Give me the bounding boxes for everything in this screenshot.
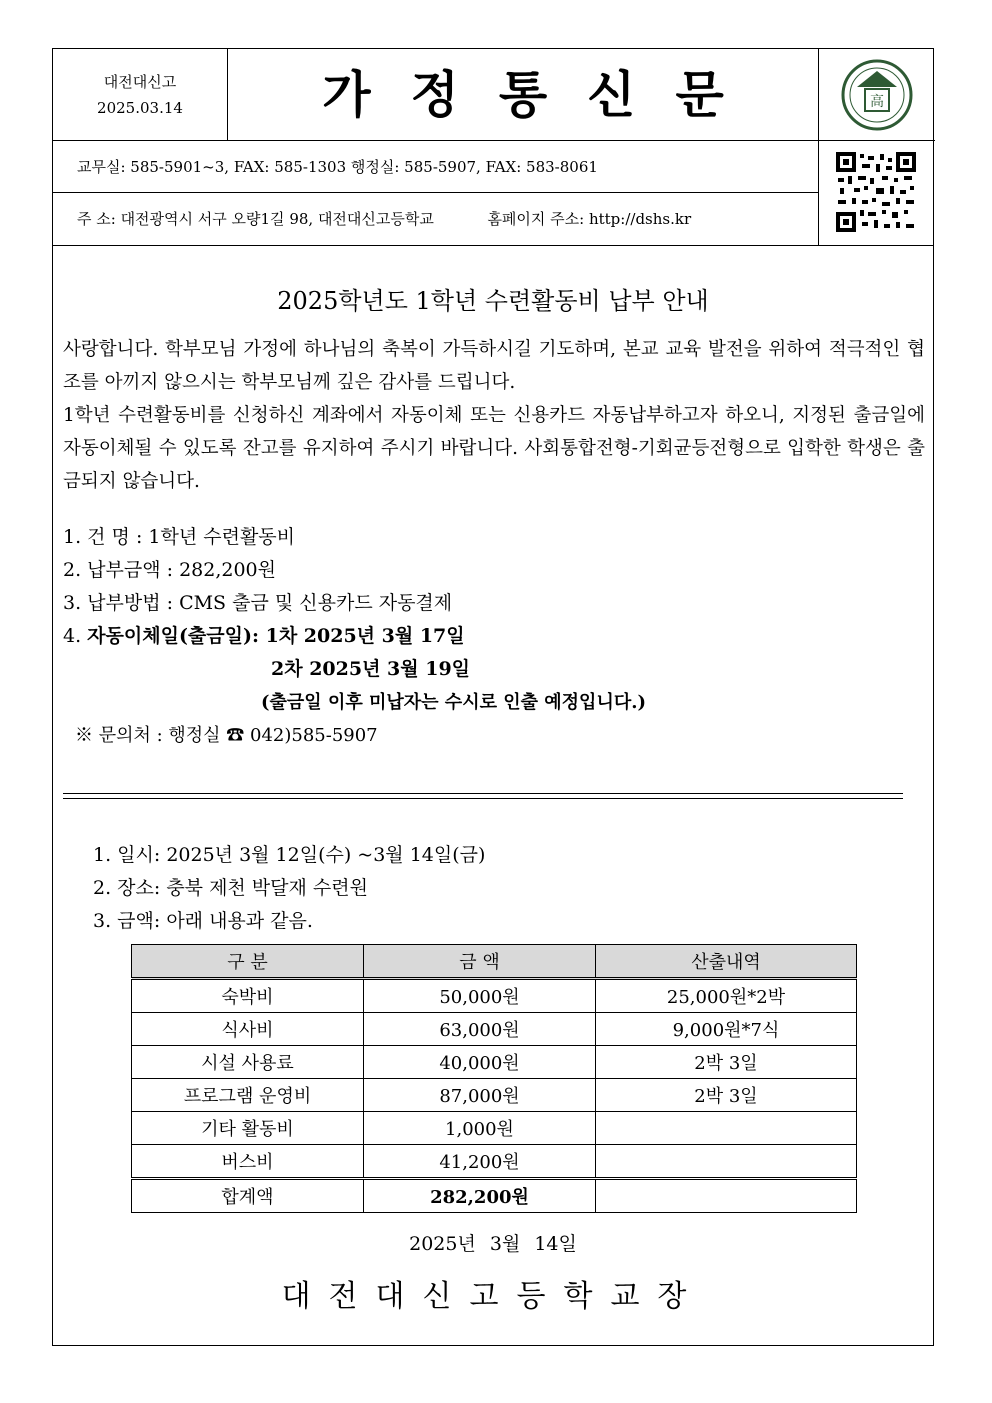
table-header-amount: 금 액: [364, 945, 596, 979]
trip-info-list: [93, 839, 485, 938]
homepage-link[interactable]: 홈페이지 주소: http://dshs.kr: [487, 210, 692, 228]
table-row: 시설 사용료 40,000원 2박 3일: [132, 1046, 857, 1079]
payment-item-name: 1. 건 명 : 1학년 수련활동비: [63, 526, 296, 548]
school-emblem-icon: [818, 49, 935, 141]
payment-item-date: 4. 자동이체일(출금일): 1차 2025년 3월 17일: [63, 625, 465, 647]
header: [53, 49, 933, 246]
table-header-calculation: 산출내역: [596, 945, 857, 979]
table-header-category: 구 분: [132, 945, 364, 979]
newsletter-frame: [52, 48, 934, 1346]
principal-signature: 대전대신고등학교장: [281, 1279, 705, 1314]
notice-paragraph-greeting: 사랑합니다. 학부모님 가정에 하나님의 축복이 가득하시길 기도하며, 본교 교육 발전을 위하여 적극적인 협조를 아끼지 않으시는 학부모님께 깊은 감사를 드립니다.: [63, 339, 925, 393]
contact-info: 교무실: 585-5901~3, FAX: 585-1303 행정실: 585-5907, FAX: 583-8061: [53, 141, 818, 193]
payment-item-date-second: 2차 2025년 3월 19일: [271, 658, 471, 680]
table-header-row: [132, 945, 857, 979]
payment-item-amount: 2. 납부금액 : 282,200원: [63, 559, 276, 581]
cost-table: [131, 944, 857, 1213]
address: 주 소: 대전광역시 서구 오량1길 98, 대전대신고등학교: [77, 210, 434, 228]
payment-info-list: [63, 521, 646, 752]
payment-item-method: 3. 납부방법 : CMS 출금 및 신용카드 자동결제: [63, 592, 453, 614]
table-total-row: 합계액 282,200원: [132, 1179, 857, 1213]
address-line: [53, 193, 818, 245]
issue-date: 2025.03.14: [97, 99, 183, 117]
notice-title: 2025학년도 1학년 수련활동비 납부 안내: [277, 287, 709, 315]
section-divider: [63, 793, 903, 799]
table-row: 숙박비 50,000원 25,000원*2박: [132, 979, 857, 1013]
table-row: 프로그램 운영비 87,000원 2박 3일: [132, 1079, 857, 1112]
footer-date: 2025년 3월 14일: [409, 1233, 577, 1255]
newsletter-title: 가정통신문: [228, 49, 818, 141]
payment-item-note: (출금일 이후 미납자는 수시로 인출 예정입니다.): [261, 692, 647, 713]
notice-paragraph-details: 1학년 수련활동비를 신청하신 계좌에서 자동이체 또는 신용카드 자동납부하고자 하오니, 지정된 출금일에 자동이체될 수 있도록 잔고를 유지하여 주시기 바랍니다. 사회통합전형-기회균등전형으로 입학한 학생은 출금되지 않습니다.: [63, 405, 925, 492]
qr-code-icon[interactable]: [818, 141, 935, 245]
inquiry-line: ※ 문의처 : 행정실 ☎ 042)585-5907: [75, 725, 378, 746]
table-row: 식사비 63,000원 9,000원*7식: [132, 1013, 857, 1046]
trip-amount: 3. 금액: 아래 내용과 같음.: [93, 910, 313, 932]
trip-date: 1. 일시: 2025년 3월 12일(수) ~3월 14일(금): [93, 844, 486, 866]
table-row: 기타 활동비 1,000원: [132, 1112, 857, 1145]
table-row: 버스비 41,200원: [132, 1145, 857, 1179]
school-info: [53, 49, 228, 141]
trip-place: 2. 장소: 충북 제천 박달재 수련원: [93, 877, 368, 899]
school-name: 대전대신고: [103, 73, 177, 91]
svg-text:高: 高: [870, 94, 884, 110]
